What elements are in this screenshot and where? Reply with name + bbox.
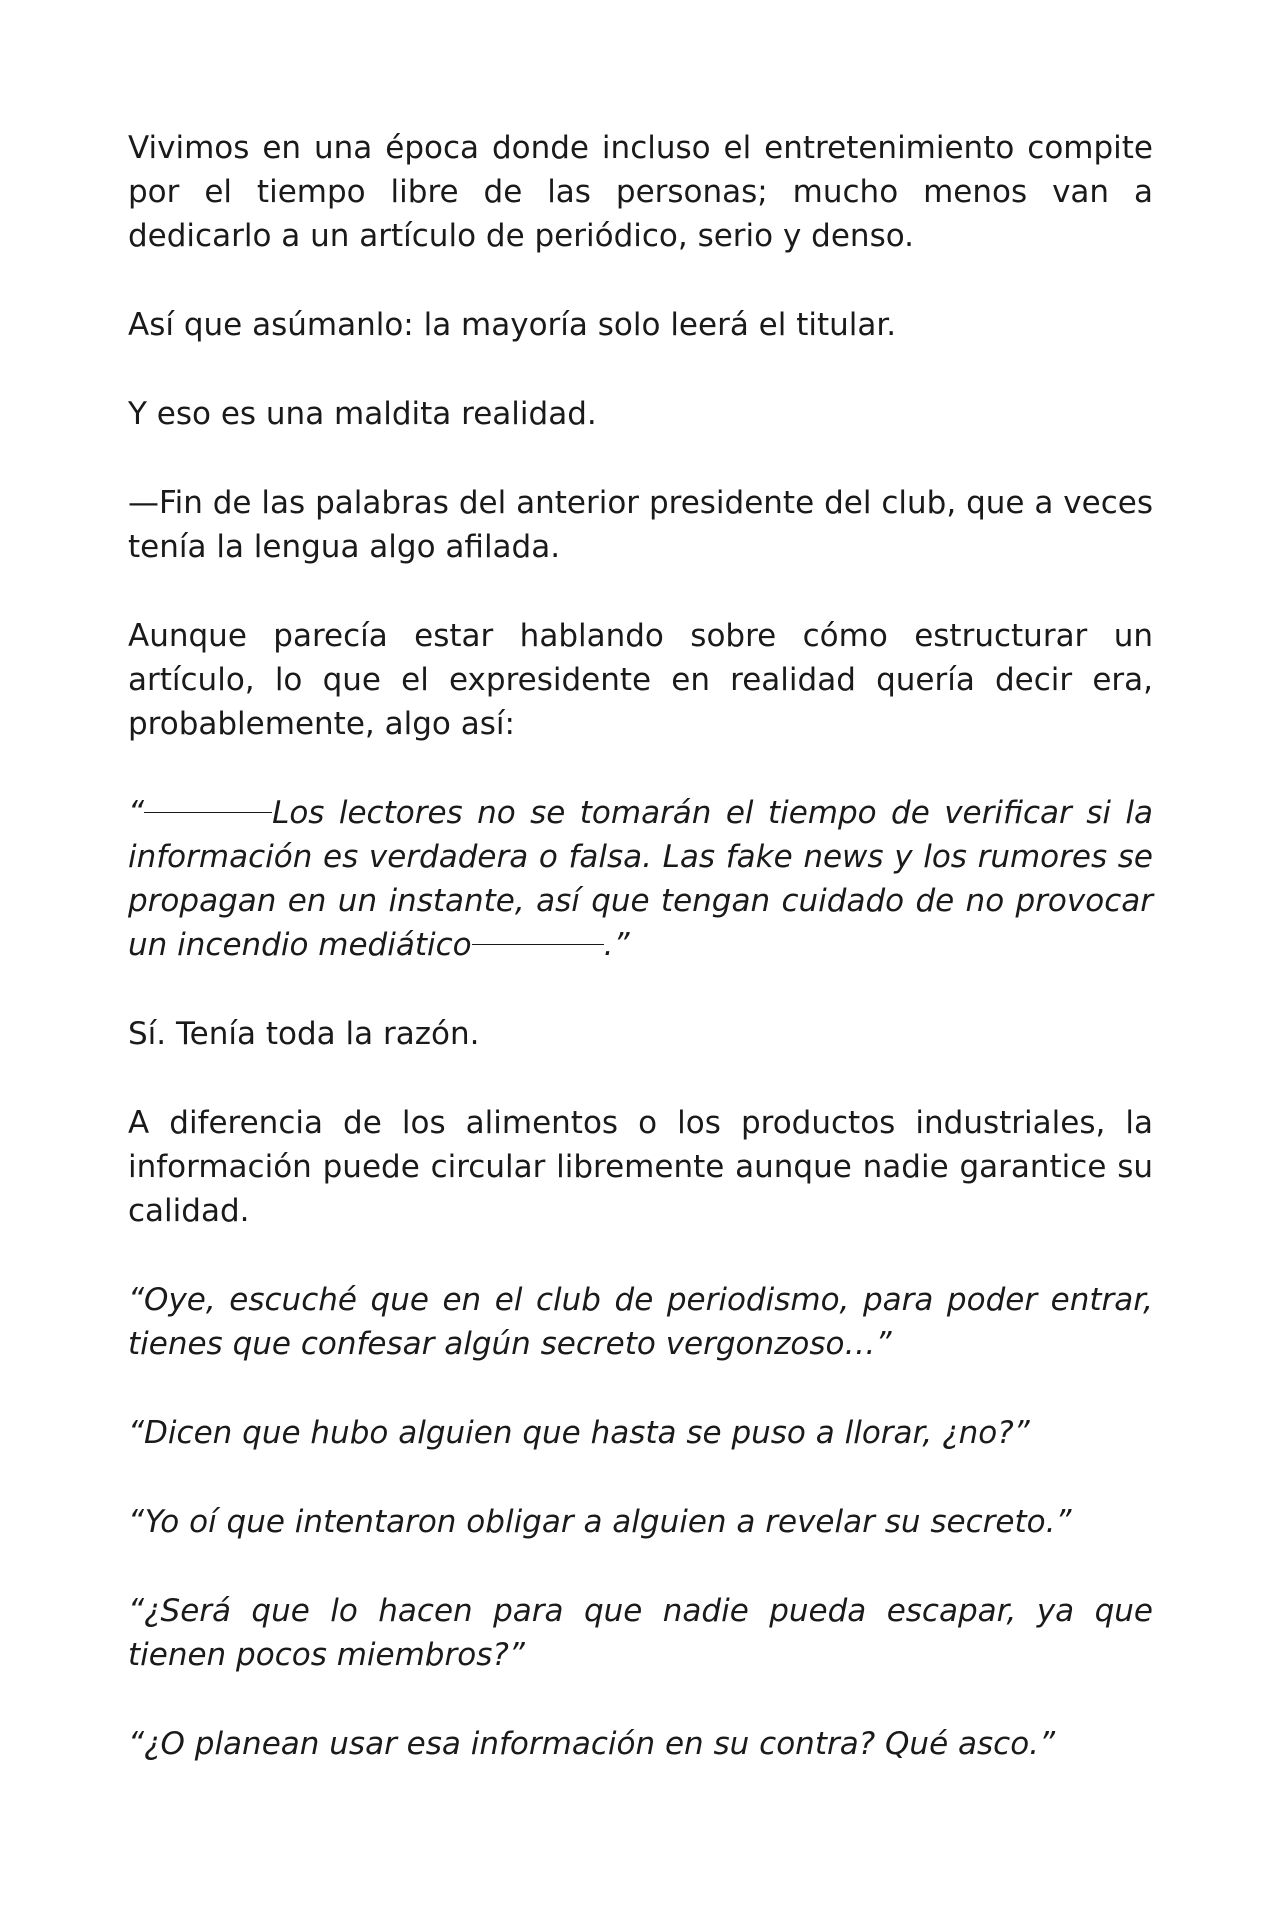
paragraph: Aunque parecía estar hablando sobre cómo estructurar un artículo, lo que el expresidente en realidad quería decir era, probablemente, algo así:	[128, 618, 1153, 742]
rumor-line: “Oye, escuché que en el club de periodismo, para poder entrar, tienes que confesar algún secreto vergonzoso…”	[128, 1282, 1153, 1362]
quote-paragraph	[128, 791, 1153, 967]
paragraph: Vivimos en una época donde incluso el entretenimiento compite por el tiempo libre de las personas; mucho menos van a dedicarlo a un artículo de periódico, serio y denso.	[128, 130, 1153, 254]
quote-trailing-dash	[472, 944, 604, 945]
paragraph: Y eso es una maldita realidad.	[128, 396, 597, 432]
document-page	[128, 126, 1153, 1811]
rumor-line: “¿Será que lo hacen para que nadie pueda escapar, ya que tienen pocos miembros?”	[128, 1593, 1153, 1673]
rumor-line: “Yo oí que intentaron obligar a alguien a revelar su secreto.”	[128, 1504, 1072, 1540]
rumor-line: “Dicen que hubo alguien que hasta se puso a llorar, ¿no?”	[128, 1415, 1030, 1451]
quote-leading-dash	[144, 812, 272, 813]
rumor-line: “¿O planean usar esa información en su contra? Qué asco.”	[128, 1726, 1056, 1762]
paragraph: Así que asúmanlo: la mayoría solo leerá el titular.	[128, 307, 897, 343]
quote-body: Los lectores no se tomarán el tiempo de verificar si la información es verdadera o falsa. Las fake news y los rumores se propagan en un instante, así que tengan cuidado de no provocar un incendio mediático	[128, 795, 1153, 963]
quote-open-mark: “	[128, 795, 145, 831]
paragraph: A diferencia de los alimentos o los productos industriales, la información puede circular libremente aunque nadie garantice su calidad.	[128, 1105, 1153, 1229]
paragraph: Sí. Tenía toda la razón.	[128, 1016, 480, 1052]
paragraph: —Fin de las palabras del anterior presidente del club, que a veces tenía la lengua algo afilada.	[128, 485, 1153, 565]
quote-close-mark: .”	[603, 927, 630, 963]
